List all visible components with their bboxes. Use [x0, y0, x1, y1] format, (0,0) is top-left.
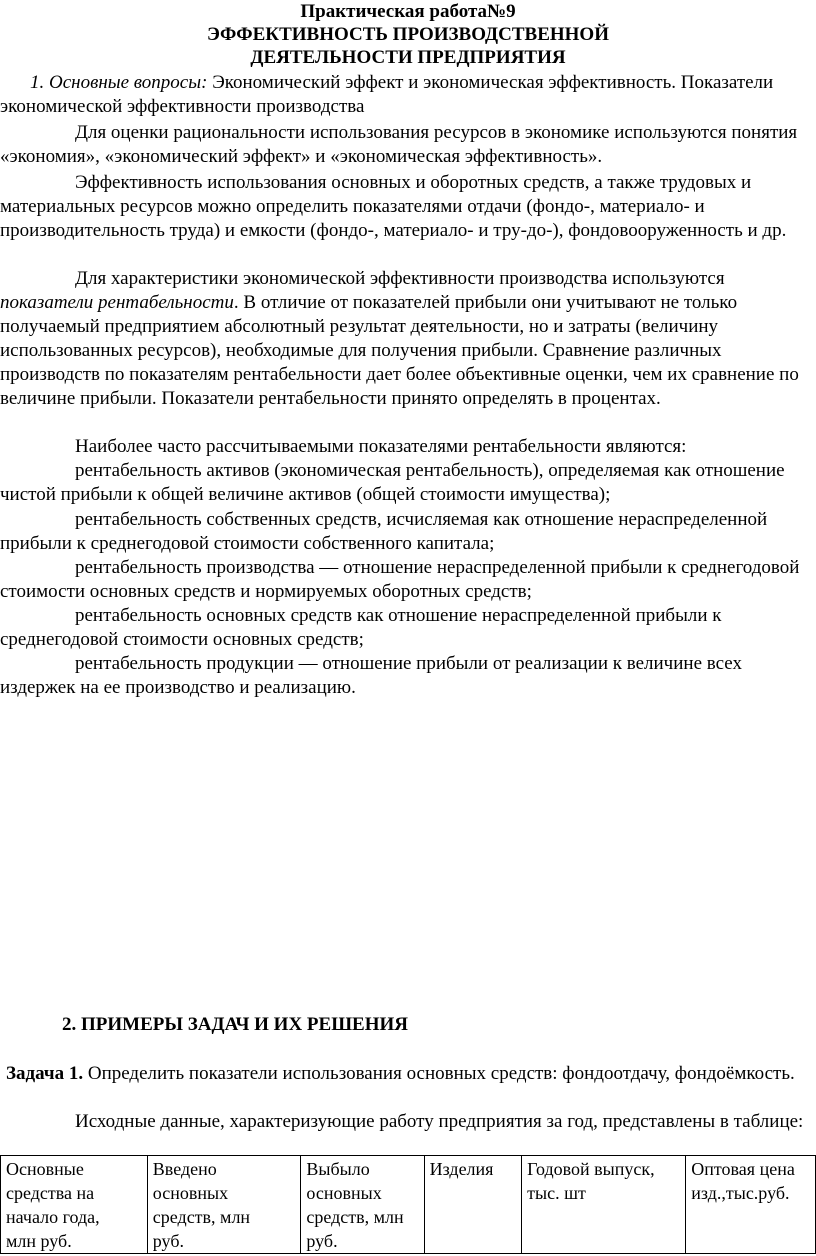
paragraph-2-text: Эффективность использования основных и оборотных средств, а также трудовых и материальных ресурсов можно определить показателями отдачи (фондо-, материало- и производительность труда) и емкости (фондо-, материало- и тру-до-), фондовооруженность и др.	[0, 172, 787, 241]
header-text: основных	[306, 1183, 382, 1203]
header-text: Годовой выпуск,	[527, 1159, 655, 1179]
header-cell-annual-output	[522, 1156, 686, 1254]
task-1-text: Определить показатели использования основных средств: фондоотдачу, фондоёмкость.	[83, 1063, 795, 1084]
list-item-product	[0, 652, 816, 700]
paragraph-2	[0, 171, 816, 243]
header-text: основных	[152, 1183, 229, 1203]
paragraph-3-text-a: Для характеристики экономической эффективности производства используются	[75, 268, 725, 289]
data-table	[0, 1155, 816, 1254]
list-item-equity	[0, 508, 816, 556]
paragraph-4-text: Наиболее часто рассчитываемыми показателями рентабельности являются:	[75, 436, 687, 457]
list-item-production-text: рентабельность производства — отношение нераспределенной прибыли к среднегодовой стоимости основных средств и нормируемых оборотных средств;	[0, 557, 800, 602]
header-text: средств, млн	[306, 1207, 404, 1227]
section1-topic	[0, 71, 816, 119]
header-text: руб.	[306, 1231, 338, 1251]
table-intro-text: Исходные данные, характеризующие работу предприятия за год, представлены в таблице:	[75, 1111, 804, 1132]
list-item-fixed-assets-text: рентабельность основных средств как отношение нераспределенной прибыли к среднегодовой стоимости основных средств;	[0, 605, 722, 650]
list-item-production	[0, 556, 816, 604]
section1-topic-text: Экономический эффект и экономическая эффективность. Показатели экономической эффективности производства	[0, 72, 774, 117]
table-header-row	[1, 1156, 816, 1254]
header-cell-assets-retired	[301, 1156, 424, 1254]
header-text: руб.	[152, 1231, 184, 1251]
header-text: средства на	[6, 1183, 95, 1203]
table-intro	[0, 1110, 816, 1134]
title-line-3: ДЕЯТЕЛЬНОСТИ ПРЕДПРИЯТИЯ	[250, 47, 566, 68]
header-text: Оптовая цена	[691, 1159, 795, 1179]
section2-heading: 2. ПРИМЕРЫ ЗАДАЧ И ИХ РЕШЕНИЯ	[62, 1014, 409, 1035]
header-text: млн руб.	[6, 1231, 72, 1251]
task-1-label: Задача 1.	[6, 1063, 84, 1084]
header-cell-products	[424, 1156, 522, 1254]
header-text: начало года,	[6, 1207, 100, 1227]
header-text: Введено	[152, 1159, 217, 1179]
header-cell-assets-introduced	[147, 1156, 301, 1254]
list-item-product-text: рентабельность продукции — отношение прибыли от реализации к величине всех издержек на ее производство и реализацию.	[0, 653, 742, 698]
task-1	[0, 1062, 816, 1086]
paragraph-3-italic-term: показатели рентабельности	[0, 292, 234, 313]
paragraph-1	[0, 121, 816, 169]
list-item-assets-text: рентабельность активов (экономическая рентабельность), определяемая как отношение чистой прибыли к общей величине активов (общей стоимости имущества);	[0, 460, 785, 505]
paragraph-3	[0, 267, 816, 411]
paragraph-4	[0, 435, 816, 459]
list-item-equity-text: рентабельность собственных средств, исчисляемая как отношение нераспределенной прибыли к среднегодовой стоимости собственного капитала;	[0, 509, 768, 554]
header-cell-wholesale-price	[686, 1156, 816, 1254]
paragraph-1-text: Для оценки рациональности использования ресурсов в экономике используются понятия «экономия», «экономический эффект» и «экономическая эффективность».	[0, 122, 798, 167]
header-text: Основные	[6, 1159, 84, 1179]
header-text: тыс. шт	[527, 1183, 586, 1203]
header-text: Изделия	[429, 1159, 494, 1179]
header-text: Выбыло	[306, 1159, 370, 1179]
paragraph-3-text-c: . В отличие от показателей прибыли они учитывают не только получаемый предприятием абсолютный результат деятельности, но и затраты (величину использованных ресурсов), необходимые для получения прибыли. Сравнение различных производств по показателям рентабельности дает более объективные оценки, чем их сравнение по величине прибыли. Показатели рентабельности принято определять в процентах.	[0, 292, 799, 409]
title-line-1: Практическая работа№9	[300, 1, 516, 22]
header-text: средств, млн	[152, 1207, 251, 1227]
title-line-2: ЭФФЕКТИВНОСТЬ ПРОИЗВОДСТВЕННОЙ	[207, 24, 609, 45]
header-cell-fixed-assets-start	[1, 1156, 148, 1254]
header-text: изд.,тыс.руб.	[691, 1183, 790, 1203]
section1-label: 1. Основные вопросы:	[30, 72, 208, 93]
list-item-assets	[0, 459, 816, 507]
list-item-fixed-assets	[0, 604, 816, 652]
